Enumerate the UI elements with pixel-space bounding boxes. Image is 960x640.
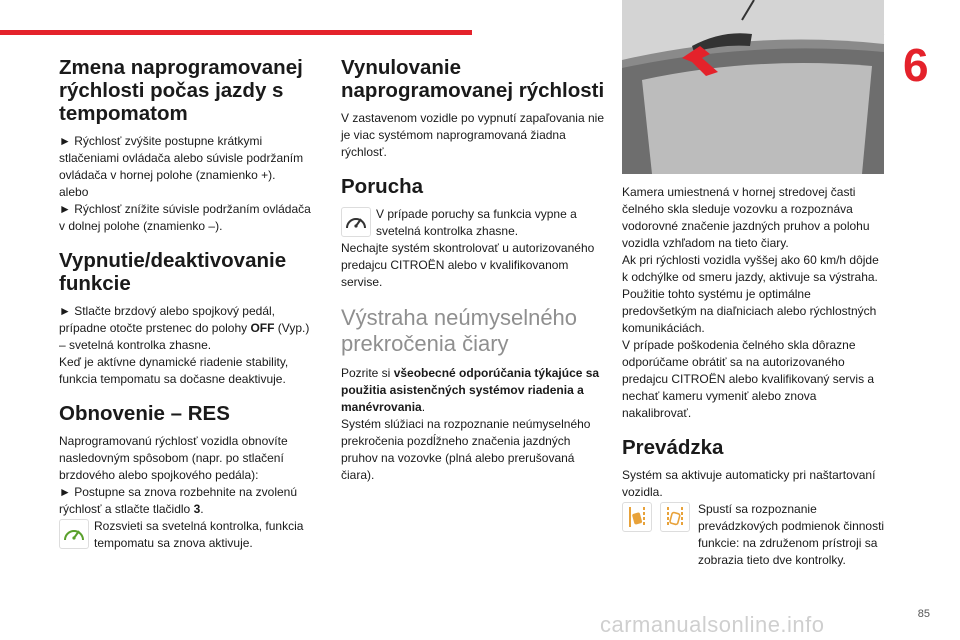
heading-reset: Vynulovanie naprogramovanej rýchlosti [341,56,605,102]
para-res-2-text: ► Postupne sa znova rozbehnite na zvolenú rýchlosť a stlačte tlačidlo [59,485,298,516]
heading-warning: Výstraha neúmyselného prekročenia čiary [341,305,578,356]
operation-icon-text: Spustí sa rozpoznanie prevádzkových podmienok činnosti funkcie: na združenom prístroji sa zobrazia tieto dve kontrolky. [698,502,885,567]
para-reprogram-1: ► Rýchlosť zvýšite postupne krátkymi stlačeniami ovládača alebo súvisle podržaním ovládača v hornej polohe (znamienko +). [59,134,304,182]
lane-departure-orange-icon [622,502,652,532]
para-res-2-end: . [200,502,204,516]
column-3 [622,56,886,569]
res-icon-text: Rozsvieti sa svetelná kontrolka, funkcia tempomatu sa znova aktivuje. [94,519,304,550]
para-see-bold: všeobecné odporúčania týkajúce sa použitia asistenčných systémov riadenia a manévrovania [341,366,600,414]
para-off-2: Keď je aktívne dynamické riadenie stability, funkcia tempomatu sa dočasne deaktivuje. [59,355,289,386]
para-camera-3: Použitie tohto systému je optimálne predovšetkým na diaľniciach alebo rýchlostných komunikáciách. [622,287,877,335]
res-icon-para [59,518,317,552]
watermark: carmanualsonline.info [600,612,825,637]
para-system: Systém slúžiaci na rozpoznanie neúmyselného prekročenia pozdĺžneho značenia jazdných pruhov na vozovke (plná alebo prerušovaná čiara). [341,417,591,482]
para-see [341,365,607,416]
lane-departure-orange-outline-icon [660,502,690,532]
speedometer-green-icon [59,519,89,549]
heading-res: Obnovenie – RES [59,402,230,425]
heading-reprogram: Zmena naprogramovanej rýchlosti počas jazdy s tempomatom [59,56,303,125]
para-off-text: ► Stlačte brzdový alebo spojkový pedál, prípadne otočte prstenec do polohy [59,304,275,335]
speedometer-grey-icon [341,207,371,237]
para-res-2-bold: 3 [193,502,201,516]
para-camera-2: Ak pri rýchlosti vozidla vyššej ako 60 km/h dôjde k odchýlke od smeru jazdy, aktivuje sa výstraha. [622,253,879,284]
heading-operation: Prevádzka [622,436,724,459]
para-off-bold: OFF [250,321,275,335]
para-operation: Systém sa aktivuje automaticky pri naštartovaní vozidla. [622,468,876,499]
column-1 [59,56,317,552]
para-res-1: Naprogramovanú rýchlosť vozidla obnovíte nasledovným spôsobom (napr. po stlačení brzdového alebo spojkového pedála): [59,434,288,482]
para-see-text: Pozrite si [341,366,394,380]
page-number: 85 [917,608,930,620]
para-fault-2: Nechajte systém skontrolovať u autorizovaného predajcu CITROËN alebo v kvalifikovanom servise. [341,241,595,289]
para-see-end: . [421,400,426,414]
fault-icon-para [341,206,607,240]
para-off [59,303,317,354]
chapter-number: 6 [903,39,929,91]
operation-icon-para [622,501,886,569]
para-reprogram-3: ► Rýchlosť znížite súvisle podržaním ovládača v dolnej polohe (znamienko –). [59,202,311,233]
para-camera-1: Kamera umiestnená v hornej stredovej časti čelného skla sleduje vozovku a rozpoznáva vodorovné značenie jazdných pruhov a polohu vozidla vzhľadom na tieto čiary. [622,185,870,250]
heading-fault: Porucha [341,175,424,198]
para-off-text2: (Vyp.) – svetelná kontrolka zhasne. [59,321,310,352]
para-reset: V zastavenom vozidle po vypnutí zapaľovania nie je viac systémom naprogramovaná žiadna rýchlosť. [341,111,604,159]
heading-off: Vypnutie/deaktivovanie funkcie [59,249,287,295]
top-accent-bar [0,30,472,35]
para-res-2 [59,484,317,518]
column-2 [341,56,607,484]
para-reprogram-2: alebo [59,185,89,199]
para-camera-4: V prípade poškodenia čelného skla dôrazne odporúčame obrátiť sa na autorizovaného predajcu CITROËN alebo kvalifikovaný servis a nechať kameru vymeniť alebo znova nakalibrovať. [622,338,875,420]
fault-icon-text: V prípade poruchy sa funkcia vypne a svetelná kontrolka zhasne. [376,207,577,238]
windshield-camera-image [622,0,884,174]
